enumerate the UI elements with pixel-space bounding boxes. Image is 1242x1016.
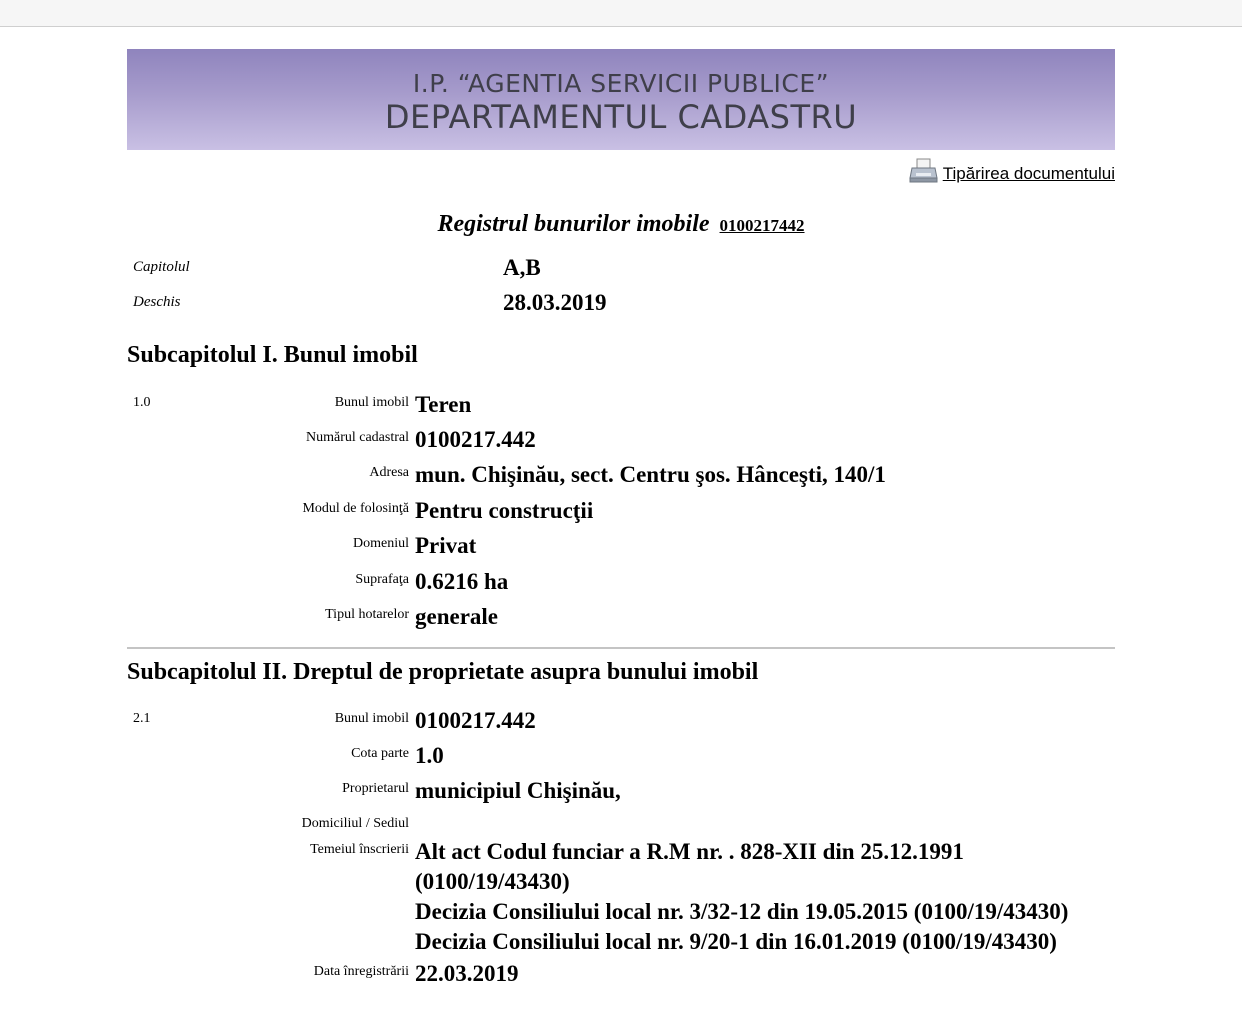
subchapter-2-table <box>127 706 1115 994</box>
table-row <box>127 811 1115 837</box>
row-index: 1.0 <box>133 395 151 410</box>
field-value: 0100217.442 <box>415 427 536 452</box>
field-label: Tipul hotarelor <box>325 607 409 622</box>
register-meta <box>127 253 1115 323</box>
row-index: 2.1 <box>133 711 151 726</box>
document-page <box>127 49 1115 994</box>
field-value-multiline <box>415 837 1115 957</box>
field-value: 0.6216 ha <box>415 569 509 594</box>
meta-row-opened <box>127 288 1115 323</box>
table-row <box>127 496 1115 531</box>
printer-icon <box>909 158 939 184</box>
field-label: Adresa <box>369 465 409 480</box>
field-label: Temeiul înscrierii <box>310 842 409 857</box>
field-value: municipiul Chişinău, <box>415 778 621 803</box>
field-label: Modul de folosinţă <box>302 501 409 516</box>
meta-value: 28.03.2019 <box>503 290 607 315</box>
meta-label: Capitolul <box>133 259 190 275</box>
field-value: Teren <box>415 392 472 417</box>
field-label: Cota parte <box>351 746 409 761</box>
field-value: mun. Chişinău, sect. Centru şos. Hânceşti, 140/1 <box>415 462 886 487</box>
table-row <box>127 390 1115 425</box>
banner-department-name: DEPARTAMENTUL CADASTRU <box>384 97 858 136</box>
field-label: Bunul imobil <box>334 395 409 410</box>
subchapter-1-title: Subcapitolul I. Bunul imobil <box>127 342 418 368</box>
basis-line: (0100/19/43430) <box>415 869 570 894</box>
field-value: 1.0 <box>415 743 444 768</box>
field-label: Numărul cadastral <box>305 430 409 445</box>
table-row <box>127 706 1115 741</box>
field-value: Pentru construcţii <box>415 498 594 523</box>
table-row <box>127 741 1115 776</box>
meta-row-chapter <box>127 253 1115 288</box>
subchapter-1-table <box>127 390 1115 637</box>
basis-line: Decizia Consiliului local nr. 9/20-1 din 16.01.2019 (0100/19/43430) <box>415 929 1057 954</box>
table-row <box>127 837 1115 959</box>
field-label: Suprafaţa <box>355 572 409 587</box>
meta-value: A,B <box>503 255 541 280</box>
field-value: Privat <box>415 533 477 558</box>
register-title-text: Registrul bunurilor imobile <box>437 211 710 237</box>
browser-top-bar <box>0 0 1242 27</box>
banner-agency-name: I.P. “AGENTIA SERVICII PUBLICE” <box>412 68 830 98</box>
register-title <box>127 211 1115 241</box>
table-row <box>127 531 1115 567</box>
table-row <box>127 425 1115 460</box>
header-banner <box>127 49 1115 150</box>
table-row <box>127 602 1115 637</box>
field-label: Domeniul <box>353 536 409 551</box>
field-value: 22.03.2019 <box>415 961 519 986</box>
register-number: 0100217442 <box>719 216 805 235</box>
table-row <box>127 567 1115 602</box>
field-label: Domiciliul / Sediul <box>301 816 409 831</box>
field-label: Bunul imobil <box>334 711 409 726</box>
field-label: Data înregistrării <box>313 964 409 979</box>
field-label: Proprietarul <box>342 781 409 796</box>
print-document-label: Tipărirea documentului <box>942 164 1115 183</box>
basis-line: Decizia Consiliului local nr. 3/32-12 din 19.05.2015 (0100/19/43430) <box>415 899 1069 924</box>
basis-line: Alt act Codul funciar a R.M nr. . 828-XII din 25.12.1991 <box>415 839 964 864</box>
table-row <box>127 460 1115 496</box>
print-document-link[interactable] <box>909 158 1115 184</box>
meta-label: Deschis <box>133 294 181 310</box>
field-value: 0100217.442 <box>415 708 536 733</box>
field-value: generale <box>415 604 499 629</box>
table-row <box>127 776 1115 811</box>
print-row <box>127 158 1115 188</box>
subchapter-2-title: Subcapitolul II. Dreptul de proprietate asupra bunului imobil <box>127 659 759 685</box>
table-row <box>127 959 1115 994</box>
